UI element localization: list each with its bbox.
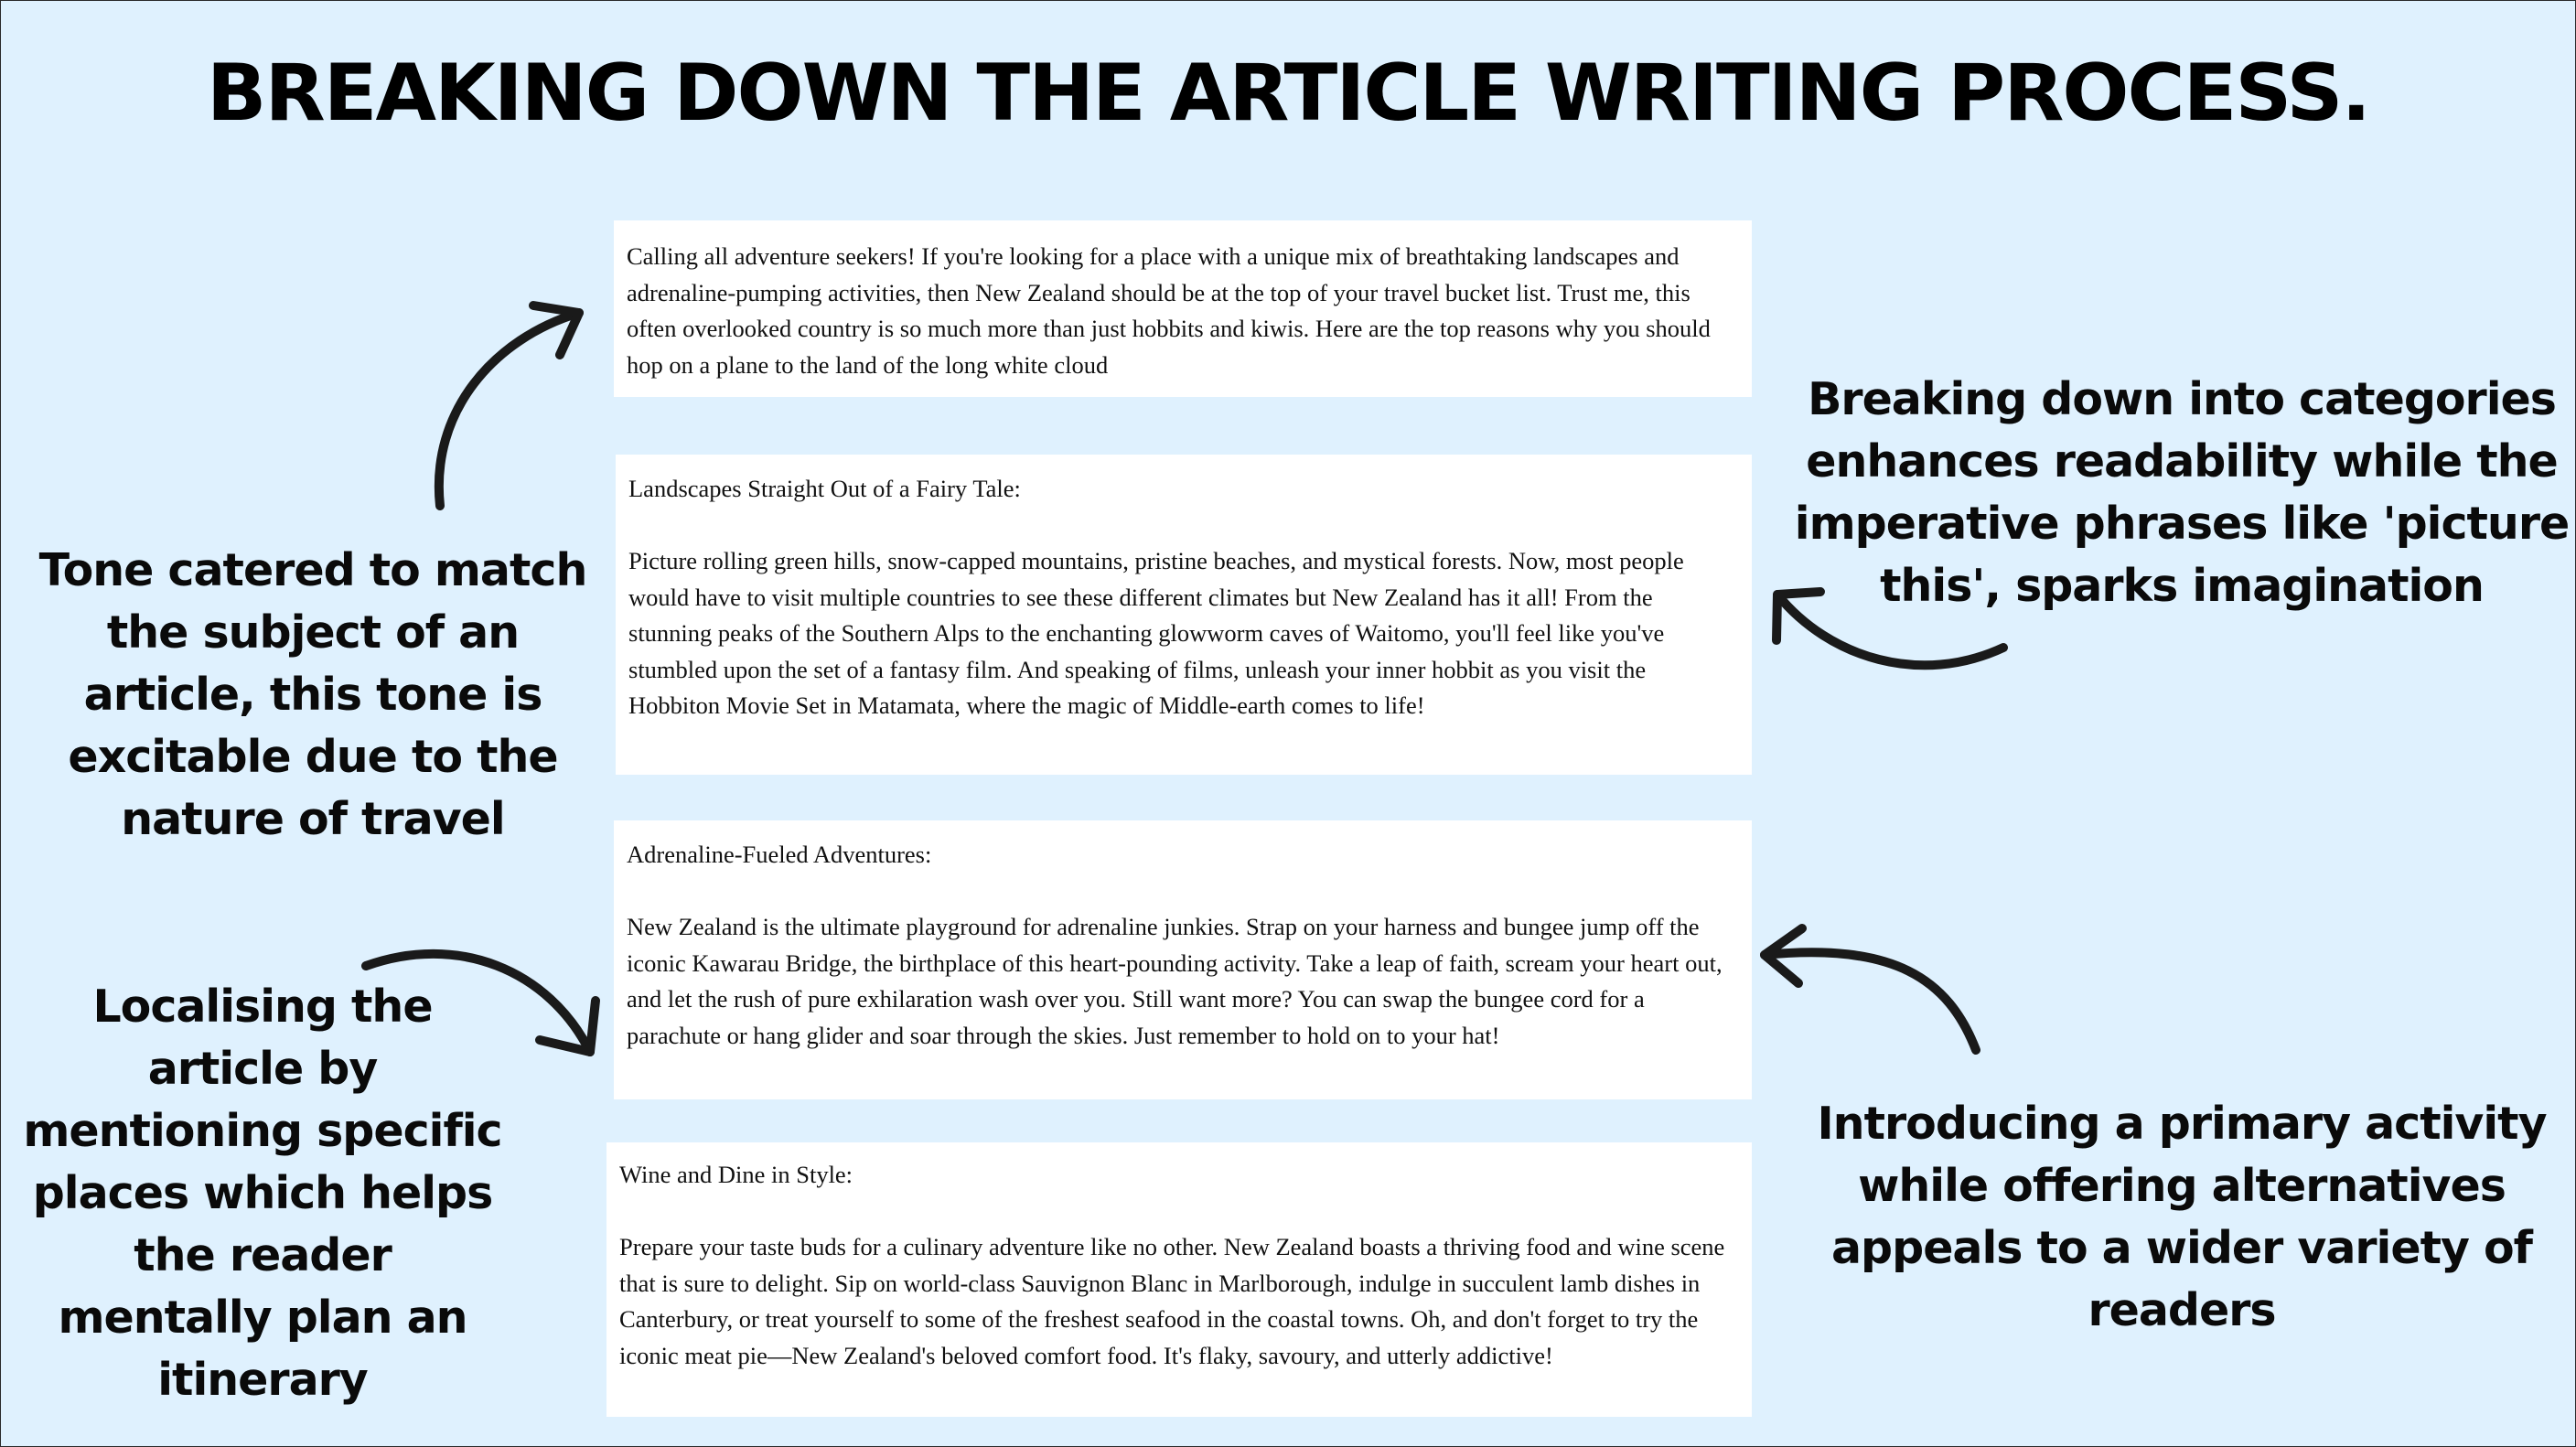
section-body: Prepare your taste buds for a culinary adventure like no other. New Zealand boasts a thriving food and wine scene that is sure to delight. Sip on world-class Sauvignon Blanc in Marlborough, indulge in succulent lamb dishes in Canterbury, or treat yourself to some of the freshest seafood in the coastal towns. Oh, and don't forget to try the iconic meat pie—New Zealand's beloved comfort food. It's flaky, savoury, and utterly addictive!	[619, 1233, 1725, 1369]
annotation-categories: Breaking down into categories enhances readability while the imperative phrases like 'picture this', sparks imagination	[1794, 373, 2570, 612]
curved-arrow-icon	[439, 305, 579, 506]
curved-arrow-icon	[1765, 928, 1976, 1050]
section-heading: Landscapes Straight Out of a Fairy Tale:	[628, 475, 1021, 502]
section-heading: Adrenaline-Fueled Adventures:	[627, 841, 932, 868]
annotation-tone: Tone catered to match the subject of an article, this tone is excitable due to the nature of travel	[38, 544, 587, 845]
slide-title: BREAKING DOWN THE ARTICLE WRITING PROCESS.	[206, 48, 2370, 139]
section-heading: Wine and Dine in Style:	[619, 1161, 853, 1188]
annotation-localising: Localising the article by mentioning specific places which helps the reader mentally plan an itinerary	[23, 981, 502, 1406]
intro-text: Calling all adventure seekers! If you're looking for a place with a unique mix of breathtaking landscapes and adrenaline-pumping activities, then New Zealand should be at the top of your travel bucket list. Trust me, this often overlooked country is so much more than just hobbits and kiwis. Here are the top reasons why you should hop on a plane to the land of the long white cloud	[627, 242, 1711, 379]
section-body: Picture rolling green hills, snow-capped mountains, pristine beaches, and mystical forests. Now, most people would have to visit multiple countries to see these different climates but New Zealand has it all! From the stunning peaks of the Southern Alps to the enchanting glowworm caves of Waitomo, you'll feel like you've stumbled upon the set of a fantasy film. And speaking of films, unleash your inner hobbit as you visit the Hobbiton Movie Set in Matamata, where the magic of Middle-earth comes to life!	[628, 547, 1684, 719]
annotation-primary-activity: Introducing a primary activity while offering alternatives appeals to a wider variety of readers	[1817, 1098, 2547, 1336]
curved-arrow-icon	[366, 954, 596, 1052]
section-body: New Zealand is the ultimate playground for adrenaline junkies. Strap on your harness and bungee jump off the iconic Kawarau Bridge, the birthplace of this heart-pounding activity. Take a leap of faith, scream your heart out, and let the rush of pure exhilaration wash over you. Still want more? You can swap the bungee cord for a parachute or hang glider and soar through the skies. Just remember to hold on to your hat!	[627, 913, 1723, 1049]
curved-arrow-icon	[1776, 592, 2003, 665]
